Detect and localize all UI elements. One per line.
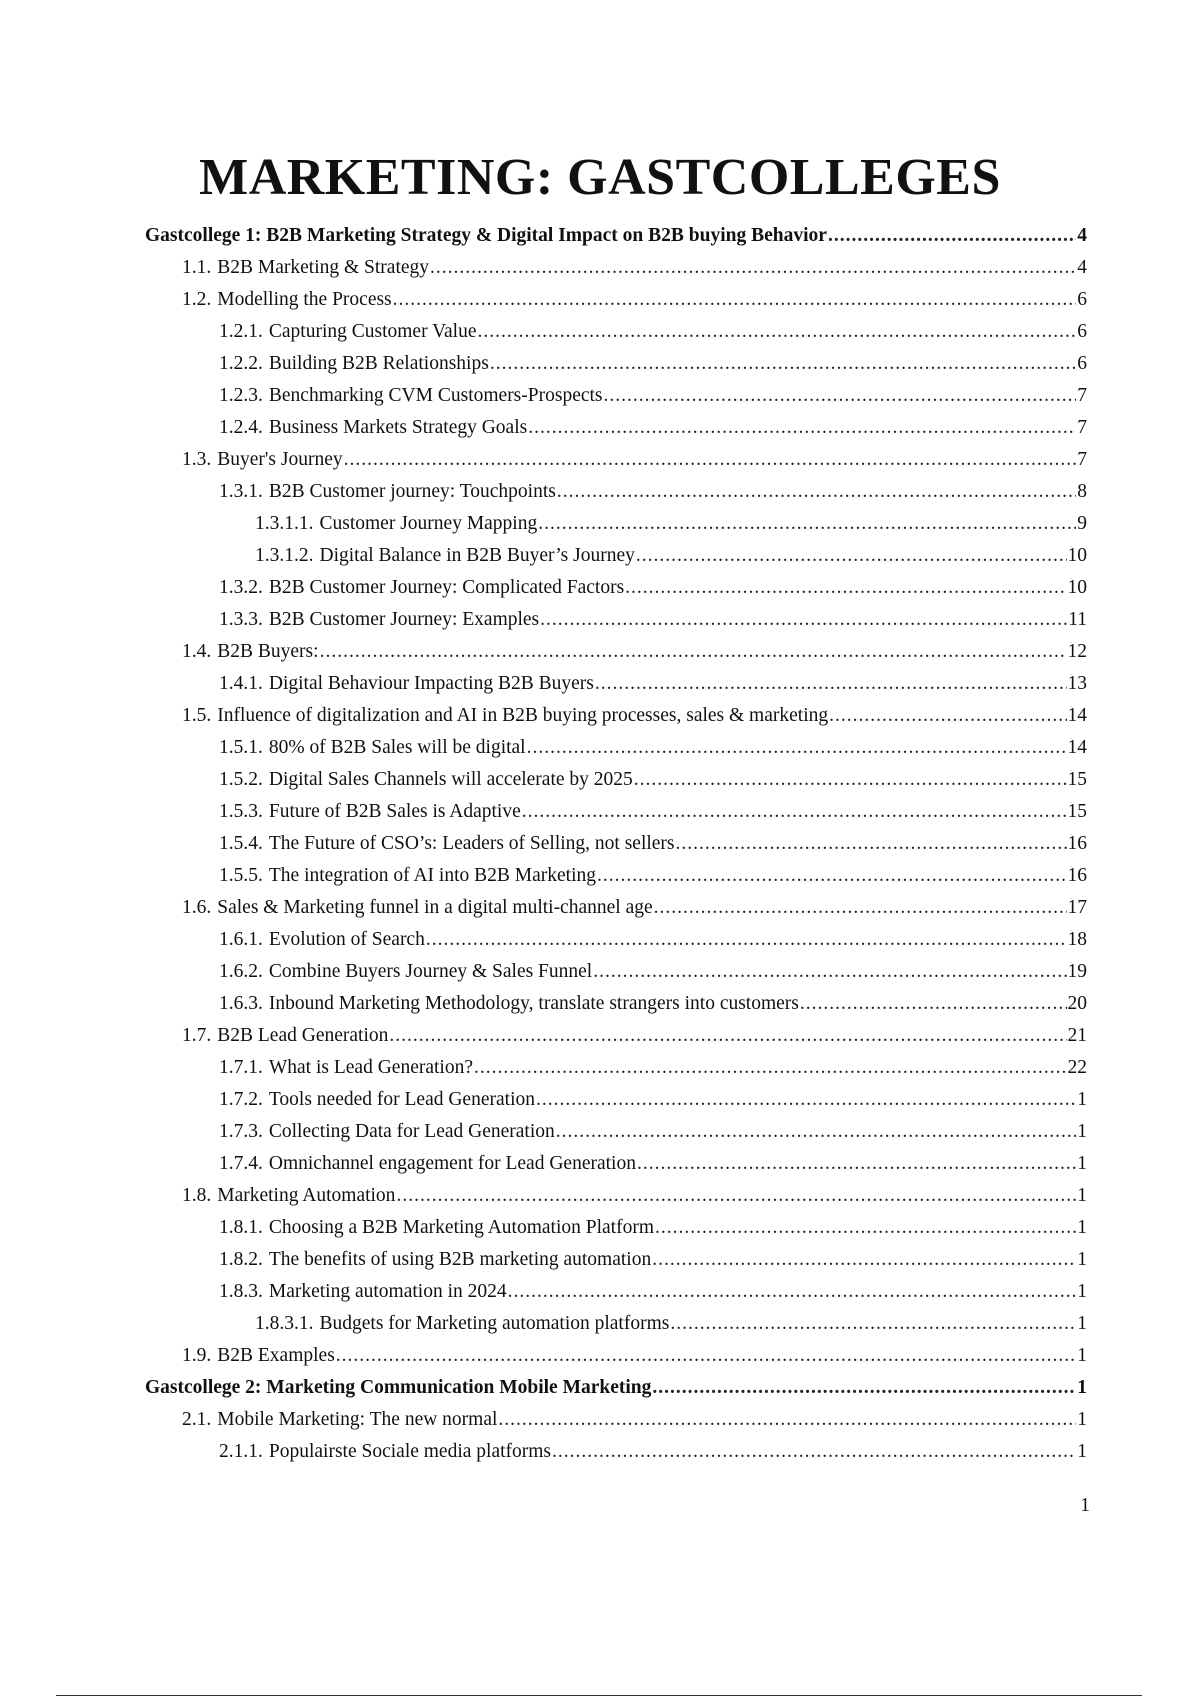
toc-entry[interactable] [145, 1212, 1087, 1244]
toc-entry-number: 1.5. [182, 705, 212, 726]
toc-entry-page: 7 [1077, 385, 1087, 406]
toc-entry-page: 6 [1077, 321, 1087, 342]
toc-dot-leader [829, 700, 1066, 732]
toc-dot-leader [336, 1340, 1076, 1372]
toc-entry-number: 1.3.3. [219, 609, 263, 630]
toc-entry[interactable] [145, 220, 1087, 252]
toc-entry[interactable] [145, 252, 1087, 284]
toc-entry-page: 8 [1077, 481, 1087, 502]
toc-entry-title: Gastcollege 2: Marketing Communication Mobile Marketing [145, 1377, 652, 1398]
toc-entry-title: Omnichannel engagement for Lead Generation [268, 1153, 636, 1174]
toc-entry-page: 16 [1067, 833, 1087, 854]
toc-entry[interactable] [145, 796, 1087, 828]
toc-entry-number: 1.5.1. [219, 737, 263, 758]
toc-entry-number: 1.1. [182, 257, 212, 278]
toc-entry-number: 1.3. [182, 449, 212, 470]
toc-entry-page: 18 [1067, 929, 1087, 950]
toc-entry[interactable] [145, 508, 1087, 540]
toc-entry-title: Combine Buyers Journey & Sales Funnel [268, 961, 593, 982]
toc-entry-page: 1 [1077, 1409, 1087, 1430]
toc-dot-leader [637, 1148, 1076, 1180]
toc-dot-leader [636, 540, 1067, 572]
toc-entry-number: 1.5.5. [219, 865, 263, 886]
toc-entry[interactable] [145, 1372, 1087, 1404]
toc-entry-title: Tools needed for Lead Generation [268, 1089, 535, 1110]
toc-dot-leader [430, 252, 1076, 284]
toc-entry-number: 1.3.1.2. [255, 545, 314, 566]
page-bottom-rule [56, 1695, 1142, 1696]
table-of-contents [145, 220, 1087, 1468]
toc-dot-leader [593, 956, 1066, 988]
toc-dot-leader [540, 604, 1067, 636]
toc-entry-title: Sales & Marketing funnel in a digital multi-channel age [217, 897, 653, 918]
toc-entry-title: Future of B2B Sales is Adaptive [268, 801, 521, 822]
toc-entry[interactable] [145, 988, 1087, 1020]
toc-dot-leader [652, 1372, 1076, 1404]
toc-entry-number: 1.6. [182, 897, 212, 918]
toc-entry-number: 1.8.3. [219, 1281, 263, 1302]
toc-dot-leader [670, 1308, 1076, 1340]
toc-entry-number: 1.5.3. [219, 801, 263, 822]
toc-entry[interactable] [145, 828, 1087, 860]
toc-dot-leader [652, 1244, 1076, 1276]
toc-entry-title: Populairste Sociale media platforms [268, 1441, 552, 1462]
toc-entry-page: 10 [1067, 577, 1087, 598]
toc-entry[interactable] [145, 476, 1087, 508]
toc-entry-page: 1 [1077, 1089, 1087, 1110]
toc-entry-page: 20 [1067, 993, 1087, 1014]
toc-entry-number: 1.2.1. [219, 321, 263, 342]
toc-dot-leader [654, 892, 1067, 924]
toc-entry-title: Gastcollege 1: B2B Marketing Strategy & Digital Impact on B2B buying Behavior [145, 225, 827, 246]
toc-entry[interactable] [145, 1276, 1087, 1308]
toc-entry-number: 1.5.4. [219, 833, 263, 854]
toc-entry[interactable] [145, 1404, 1087, 1436]
toc-entry-title: Budgets for Marketing automation platforms [319, 1313, 670, 1334]
toc-dot-leader [655, 1212, 1076, 1244]
toc-dot-leader [344, 444, 1077, 476]
toc-entry-number: 1.4. [182, 641, 212, 662]
toc-entry-title: Modelling the Process [217, 289, 392, 310]
toc-entry-page: 1 [1077, 1441, 1087, 1462]
toc-dot-leader [474, 1052, 1067, 1084]
toc-entry[interactable] [145, 284, 1087, 316]
toc-entry-number: 1.8.1. [219, 1217, 263, 1238]
toc-entry-title: B2B Marketing & Strategy [217, 257, 430, 278]
toc-entry[interactable] [145, 1308, 1087, 1340]
toc-entry-page: 16 [1067, 865, 1087, 886]
toc-dot-leader [800, 988, 1067, 1020]
toc-entry[interactable] [145, 956, 1087, 988]
toc-entry-number: 1.9. [182, 1345, 212, 1366]
toc-dot-leader [828, 220, 1076, 252]
toc-entry[interactable] [145, 1436, 1087, 1468]
toc-dot-leader [538, 508, 1076, 540]
toc-dot-leader [625, 572, 1066, 604]
toc-entry[interactable] [145, 1180, 1087, 1212]
toc-entry-number: 1.7.1. [219, 1057, 263, 1078]
toc-entry[interactable] [145, 1116, 1087, 1148]
toc-entry[interactable] [145, 1148, 1087, 1180]
toc-entry-page: 15 [1067, 801, 1087, 822]
toc-entry-title: What is Lead Generation? [268, 1057, 473, 1078]
toc-dot-leader [396, 1180, 1076, 1212]
toc-entry-number: 1.7.4. [219, 1153, 263, 1174]
toc-dot-leader [426, 924, 1067, 956]
toc-entry[interactable] [145, 540, 1087, 572]
toc-dot-leader [595, 668, 1067, 700]
toc-entry-page: 1 [1077, 1249, 1087, 1270]
toc-entry[interactable] [145, 892, 1087, 924]
toc-entry-number: 1.3.1. [219, 481, 263, 502]
page-number: 1 [1080, 1495, 1090, 1516]
toc-entry-title: Buyer's Journey [217, 449, 343, 470]
toc-entry-title: Collecting Data for Lead Generation [268, 1121, 555, 1142]
toc-entry-page: 7 [1077, 449, 1087, 470]
toc-entry-number: 2.1. [182, 1409, 212, 1430]
toc-entry-page: 1 [1077, 1121, 1087, 1142]
toc-entry-title: Mobile Marketing: The new normal [217, 1409, 498, 1430]
toc-entry-number: 1.7.2. [219, 1089, 263, 1110]
toc-entry-title: Marketing Automation [217, 1185, 396, 1206]
toc-entry-number: 1.6.2. [219, 961, 263, 982]
toc-entry-title: Digital Sales Channels will accelerate by 2025 [268, 769, 633, 790]
toc-entry-title: Inbound Marketing Methodology, translate strangers into customers [268, 993, 799, 1014]
toc-entry[interactable] [145, 668, 1087, 700]
toc-entry-page: 1 [1077, 1345, 1087, 1366]
toc-entry-page: 13 [1067, 673, 1087, 694]
toc-entry-page: 21 [1067, 1025, 1087, 1046]
toc-dot-leader [557, 476, 1076, 508]
toc-entry-page: 17 [1067, 897, 1087, 918]
toc-dot-leader [498, 1404, 1076, 1436]
toc-entry-page: 6 [1077, 289, 1087, 310]
toc-entry-title: B2B Customer Journey: Examples [268, 609, 540, 630]
toc-entry[interactable] [145, 604, 1087, 636]
toc-dot-leader [634, 764, 1067, 796]
toc-dot-leader [490, 348, 1076, 380]
toc-entry-title: Digital Behaviour Impacting B2B Buyers [268, 673, 594, 694]
toc-entry[interactable] [145, 636, 1087, 668]
toc-dot-leader [556, 1116, 1076, 1148]
toc-entry-number: 1.6.3. [219, 993, 263, 1014]
toc-entry[interactable] [145, 732, 1087, 764]
toc-dot-leader [393, 284, 1077, 316]
toc-entry-title: B2B Buyers: [217, 641, 319, 662]
toc-dot-leader [508, 1276, 1077, 1308]
toc-entry-number: 1.8.3.1. [255, 1313, 314, 1334]
toc-entry[interactable] [145, 700, 1087, 732]
toc-entry[interactable] [145, 348, 1087, 380]
toc-entry-page: 9 [1077, 513, 1087, 534]
toc-dot-leader [527, 732, 1067, 764]
toc-entry[interactable] [145, 764, 1087, 796]
toc-entry[interactable] [145, 860, 1087, 892]
toc-dot-leader [676, 828, 1067, 860]
toc-entry-page: 19 [1067, 961, 1087, 982]
toc-entry-title: Business Markets Strategy Goals [268, 417, 528, 438]
toc-dot-leader [389, 1020, 1066, 1052]
toc-entry-page: 10 [1067, 545, 1087, 566]
toc-dot-leader [320, 636, 1067, 668]
toc-entry[interactable] [145, 572, 1087, 604]
toc-entry-number: 1.4.1. [219, 673, 263, 694]
toc-entry[interactable] [145, 412, 1087, 444]
toc-entry[interactable] [145, 1244, 1087, 1276]
toc-entry-title: The integration of AI into B2B Marketing [268, 865, 596, 886]
toc-entry-number: 1.3.1.1. [255, 513, 314, 534]
toc-entry-number: 1.2.3. [219, 385, 263, 406]
toc-dot-leader [597, 860, 1067, 892]
toc-entry-title: Marketing automation in 2024 [268, 1281, 507, 1302]
toc-dot-leader [552, 1436, 1076, 1468]
toc-entry-number: 1.2.2. [219, 353, 263, 374]
toc-entry-page: 1 [1077, 1313, 1087, 1334]
toc-entry[interactable] [145, 1052, 1087, 1084]
page-title: MARKETING: GASTCOLLEGES [199, 149, 1001, 206]
toc-entry-page: 1 [1077, 1281, 1087, 1302]
toc-entry[interactable] [145, 316, 1087, 348]
toc-entry-number: 1.3.2. [219, 577, 263, 598]
toc-entry[interactable] [145, 380, 1087, 412]
toc-entry-title: Influence of digitalization and AI in B2B buying processes, sales & marketing [217, 705, 829, 726]
toc-entry[interactable] [145, 1084, 1087, 1116]
toc-entry-title: Digital Balance in B2B Buyer’s Journey [319, 545, 635, 566]
toc-entry-page: 14 [1067, 737, 1087, 758]
toc-entry[interactable] [145, 924, 1087, 956]
toc-entry-title: 80% of B2B Sales will be digital [268, 737, 526, 758]
toc-entry-page: 12 [1067, 641, 1087, 662]
toc-entry-title: B2B Examples [217, 1345, 335, 1366]
toc-entry-number: 1.6.1. [219, 929, 263, 950]
toc-entry-page: 6 [1077, 353, 1087, 374]
toc-entry-page: 14 [1067, 705, 1087, 726]
toc-entry[interactable] [145, 444, 1087, 476]
toc-entry-title: B2B Customer journey: Touchpoints [268, 481, 556, 502]
toc-entry-number: 2.1.1. [219, 1441, 263, 1462]
toc-entry-title: B2B Customer Journey: Complicated Factors [268, 577, 625, 598]
toc-dot-leader [522, 796, 1067, 828]
toc-entry-title: Building B2B Relationships [268, 353, 489, 374]
toc-entry-page: 4 [1077, 257, 1087, 278]
toc-dot-leader [604, 380, 1077, 412]
toc-entry-page: 1 [1077, 1185, 1087, 1206]
toc-entry-number: 1.7. [182, 1025, 212, 1046]
toc-entry-title: The benefits of using B2B marketing automation [268, 1249, 652, 1270]
toc-entry-page: 1 [1077, 1217, 1087, 1238]
toc-entry[interactable] [145, 1340, 1087, 1372]
toc-entry-page: 22 [1067, 1057, 1087, 1078]
toc-entry-title: The Future of CSO’s: Leaders of Selling, not sellers [268, 833, 675, 854]
toc-entry-number: 1.2.4. [219, 417, 263, 438]
toc-entry-page: 1 [1077, 1153, 1087, 1174]
toc-entry-number: 1.8.2. [219, 1249, 263, 1270]
toc-entry-title: Benchmarking CVM Customers-Prospects [268, 385, 603, 406]
toc-entry-page: 11 [1068, 609, 1087, 630]
toc-entry-page: 1 [1077, 1377, 1087, 1398]
toc-entry-page: 15 [1067, 769, 1087, 790]
toc-entry-number: 1.5.2. [219, 769, 263, 790]
toc-dot-leader [478, 316, 1077, 348]
toc-entry-page: 7 [1077, 417, 1087, 438]
toc-entry-number: 1.2. [182, 289, 212, 310]
toc-entry[interactable] [145, 1020, 1087, 1052]
toc-dot-leader [536, 1084, 1076, 1116]
toc-entry-number: 1.7.3. [219, 1121, 263, 1142]
toc-entry-title: B2B Lead Generation [217, 1025, 389, 1046]
toc-entry-title: Capturing Customer Value [268, 321, 477, 342]
toc-entry-number: 1.8. [182, 1185, 212, 1206]
toc-entry-page: 4 [1077, 225, 1087, 246]
toc-entry-title: Evolution of Search [268, 929, 425, 950]
toc-entry-title: Choosing a B2B Marketing Automation Platform [268, 1217, 654, 1238]
toc-dot-leader [528, 412, 1076, 444]
toc-entry-title: Customer Journey Mapping [319, 513, 538, 534]
